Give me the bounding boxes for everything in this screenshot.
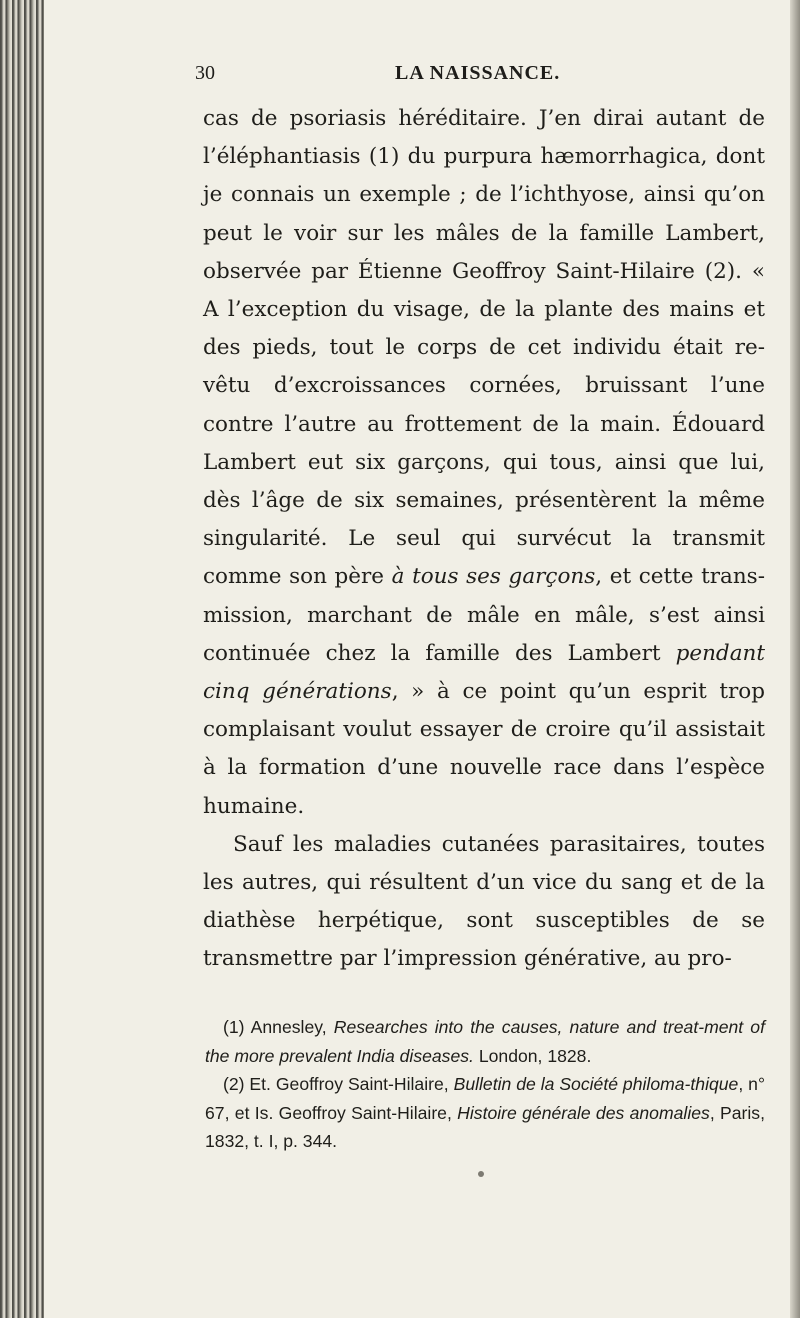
running-title: LA NAISSANCE. [395, 62, 561, 84]
paragraph-1-text-c: , » à ce point qu’un esprit trop complaisant voulut essayer de croire qu’il assistait à la formation d’une nouvelle race dans l’espèce humaine. [203, 679, 766, 819]
paragraph-2: Sauf les maladies cutanées parasitaires, toutes les autres, qui résultent d’un vice du sang et de la diathèse herpétique, sont susceptibles de se transmettre par l’impression générative, au pro- [203, 831, 765, 972]
paragraph-1 [203, 100, 765, 826]
running-head [195, 62, 765, 92]
footnote-2-italic-a: Bulletin de la Société philoma-thique [453, 1074, 739, 1094]
body-text [203, 100, 765, 979]
footnote-1-text-a: (1) Annesley, [223, 1017, 334, 1037]
page-number: 30 [195, 62, 215, 84]
footnote-1 [205, 1013, 765, 1070]
footnote-2-italic-b: Histoire générale des anomalies [457, 1102, 710, 1123]
footnote-1-text-b: London, 1828. [473, 1045, 592, 1066]
paragraph-1-italic-a: à tous ses garçons [391, 564, 596, 590]
page-right-edge [790, 0, 800, 1318]
footnote-2-text-b: , n° 67, et Is. Geoffroy Saint-Hilaire, [205, 1074, 765, 1123]
paragraph-1-text-b: , et cette trans-mission, marchant de mâle en mâle, s’est ainsi continuée chez la famille des Lambert [203, 564, 765, 666]
footnote-2-text-a: (2) Et. Geoffroy Saint-Hilaire, [223, 1074, 454, 1094]
paragraph-1-text-a: cas de psoriasis héréditaire. J’en dirai autant de l’éléphantiasis (1) du purpura hæmorrhagica, dont je connais un exemple ; de l’ichthyose, ainsi qu’on peut le voir sur les mâles de la famille Lambert, observée par Étienne Geoffroy Saint-Hilaire (2). « A l’exception du visage, de la plante des mains et des pieds, tout le corps de cet individu était re-vêtu d’excroissances cornées, bruissant l’une contre l’autre au frottement de la main. Édouard Lambert eut six garçons, qui tous, ainsi que lui, dès l’âge de six semaines, présentèrent la même singularité. Le seul qui survécut la transmit comme son père [203, 106, 765, 590]
paper-speck [478, 1171, 484, 1177]
footnote-1-italic: Researches into the causes, nature and treat-ment of the more prevalent India diseases. [205, 1017, 765, 1066]
book-binding-edge [0, 0, 44, 1318]
footnote-2 [205, 1070, 765, 1156]
footnote-2-text-c: , Paris, 1832, t. I, p. 344. [205, 1102, 765, 1151]
paragraph-1-italic-b: pendant cinq générations [203, 640, 765, 705]
footnotes [205, 1013, 765, 1156]
